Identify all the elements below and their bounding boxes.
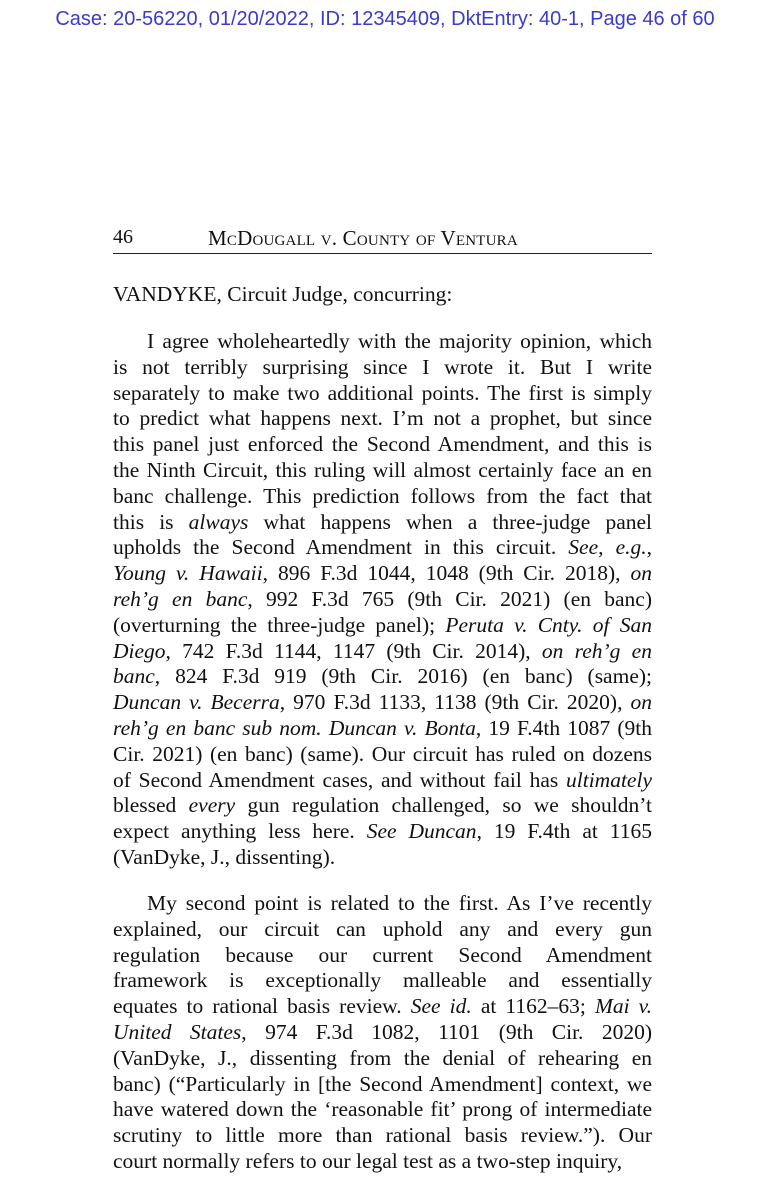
text-run: this is [113,509,189,534]
italic-text: reh’g en banc sub nom. Duncan v. Bonta [113,715,476,740]
text-line [113,587,652,613]
italic-text: on reh’g en [541,638,652,663]
text-line [113,355,652,381]
text-run: , [646,535,652,560]
running-header [113,226,652,254]
text-line [113,716,652,742]
text-run: (overturning the three-judge panel); [113,612,446,637]
text-run: court normally refers to our legal test as a two-step inquiry, [113,1148,623,1173]
paragraph-2 [113,891,652,1175]
text-line [113,639,652,665]
italic-text: on [630,561,652,586]
text-run: , 974 F.3d 1082, 1101 (9th Cir. 2020) [241,1019,652,1044]
italic-text: See id. [410,994,472,1019]
text-line [113,1020,652,1046]
text-run: what happens when a three-judge panel [248,509,653,534]
text-line [113,690,652,716]
text-line [113,1123,652,1149]
italic-text: Duncan v. Becerra [113,690,280,715]
italic-text: on [630,690,652,715]
opinion-heading: VANDYKE, Circuit Judge, concurring: [113,282,453,306]
text-run: My second point is related to the first. As I’ve recently [147,891,652,915]
text-line [113,891,652,917]
text-line [113,968,652,994]
text-line [113,793,652,819]
text-run: , 896 F.3d 1044, 1048 (9th Cir. 2018), [262,561,631,586]
text-line [113,664,652,690]
italic-text: every [188,793,236,818]
text-run: , 970 F.3d 1133, 1138 (9th Cir. 2020), [279,690,631,715]
text-line [113,1097,652,1123]
text-run: framework is exceptionally malleable and essentially [113,968,652,993]
text-line [113,510,652,536]
italic-text: reh’g en banc [113,586,248,611]
text-run: this panel just enforced the Second Amendment, and this is [113,432,652,457]
text-run: of Second Amendment cases, and without fail has [113,767,567,792]
text-line [113,1072,652,1098]
ecf-filing-header: Case: 20-56220, 01/20/2022, ID: 12345409, DktEntry: 40-1, Page 46 of 60 [55,8,715,30]
text-run: banc) (“Particularly in [the Second Amendment] context, we [113,1071,652,1096]
italic-text: Peruta v. Cnty. of San [445,612,652,637]
text-line [113,432,652,458]
text-run: upholds the Second Amendment in this circuit. [113,535,569,560]
page-number: 46 [113,226,133,248]
italic-text: always [188,509,249,534]
text-run: at 1162–63; [471,994,595,1019]
text-line [113,768,652,794]
text-line [113,943,652,969]
text-run: , 992 F.3d 765 (9th Cir. 2021) (en banc) [247,586,652,611]
text-run: expect anything less here. [113,819,367,844]
italic-text: Mai v. [594,994,652,1019]
text-line [113,845,652,871]
text-line [113,819,652,845]
italic-text: See Duncan [366,819,477,844]
text-run: scrutiny to little more than rational basis review.”). Our [113,1123,652,1148]
text-run: Cir. 2021) (en banc) (same). Our circuit has ruled on dozens [113,741,652,766]
text-run: gun regulation challenged, so we shouldn’t [235,793,653,818]
text-run: regulation because our current Second Amendment [113,942,652,967]
text-run: , 19 F.4th at 1165 [476,819,652,844]
text-run: is not terribly surprising since I wrote it. But I write [113,354,652,379]
paragraph-1 [113,329,652,871]
text-run: banc challenge. This prediction follows from the fact that [113,483,652,508]
italic-text: See, e.g. [568,535,647,560]
text-run: the Ninth Circuit, this ruling will almost certainly face an en [113,457,652,482]
text-line [113,406,652,432]
text-line [113,613,652,639]
text-run: , 824 F.3d 919 (9th Cir. 2016) (en banc) (same); [154,664,652,689]
text-line [113,742,652,768]
italic-text: Young v. Hawaii [113,561,263,586]
italic-text: banc [113,664,155,689]
text-line [113,994,652,1020]
text-run: (VanDyke, J., dissenting). [113,844,336,869]
text-line [113,1149,652,1175]
text-line [113,381,652,407]
text-line [113,329,652,355]
text-run: separately to make two additional points. The first is simply [113,380,652,405]
italic-text: ultimately [566,767,652,792]
text-line [113,535,652,561]
text-line [113,1046,652,1072]
italic-text: United States [113,1019,242,1044]
case-caption: McDougall v. County of Ventura [208,226,518,250]
text-run: , 742 F.3d 1144, 1147 (9th Cir. 2014), [165,638,542,663]
italic-text: Diego [113,638,166,663]
text-line [113,917,652,943]
text-run: blessed [113,793,189,818]
text-run: to predict what happens next. I’m not a prophet, but since [113,406,652,431]
text-run: , 19 F.4th 1087 (9th [475,715,653,740]
text-line [113,484,652,510]
text-line [113,458,652,484]
text-run: (VanDyke, J., dissenting from the denial of rehearing en [113,1045,652,1070]
text-run: have watered down the ‘reasonable fit’ prong of intermediate [113,1097,652,1122]
text-run: I agree wholeheartedly with the majority opinion, which [147,329,652,353]
text-line [113,561,652,587]
text-run: equates to rational basis review. [113,994,411,1019]
text-run: explained, our circuit can uphold any and every gun [113,916,652,941]
